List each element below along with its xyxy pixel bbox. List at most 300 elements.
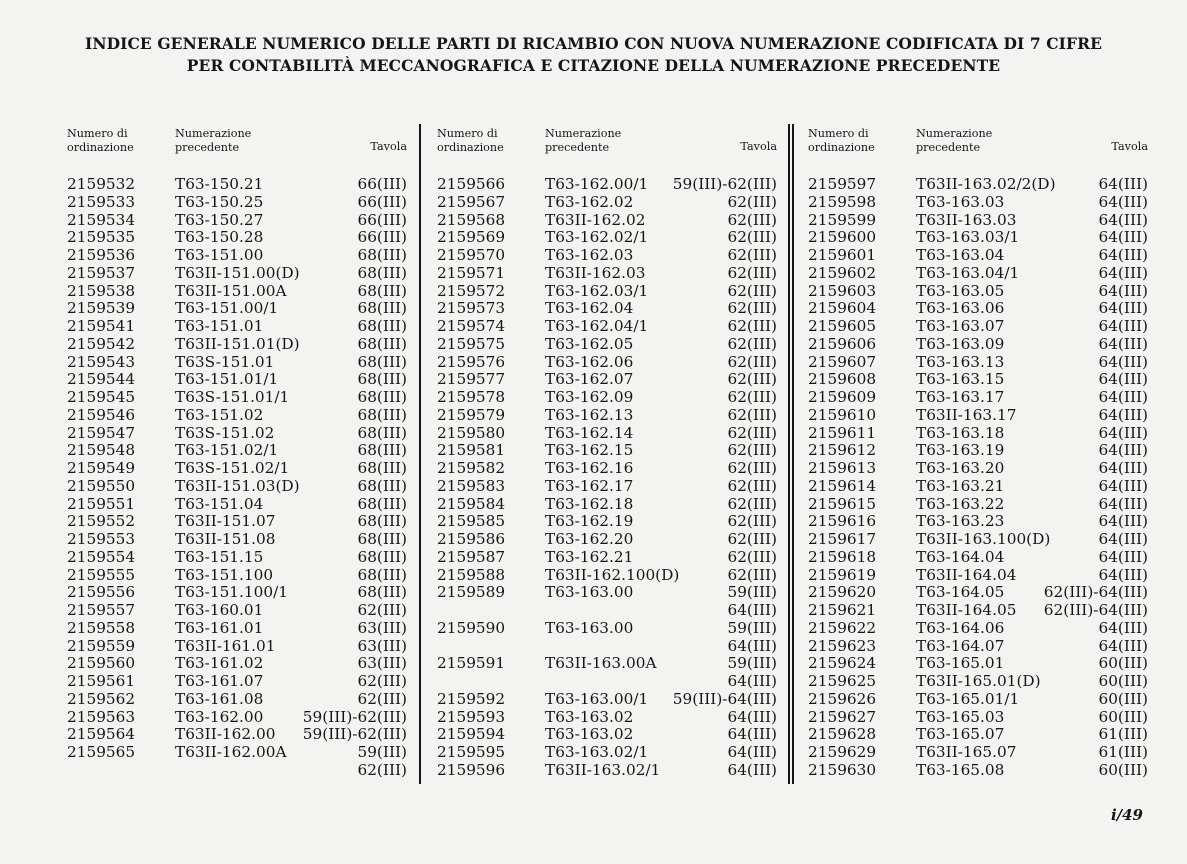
plate-reference: 62(III) — [727, 565, 777, 584]
table-row — [808, 513, 1148, 531]
table-row — [808, 531, 1148, 549]
plate-reference: 60(III) — [1098, 672, 1148, 690]
plate-reference: 62(III) — [727, 441, 777, 460]
plate-reference: 60(III) — [1098, 689, 1148, 708]
plate-reference: 59(III)-64(III) — [672, 689, 777, 708]
previous-number: T63-165.03 — [916, 707, 1005, 726]
table-row — [437, 655, 777, 673]
order-number: 2159605 — [808, 317, 877, 335]
order-number: 2159576 — [437, 352, 506, 371]
table-row — [437, 300, 777, 318]
previous-number: T63-162.02/1 — [545, 228, 649, 247]
order-number: 2159554 — [67, 547, 136, 566]
previous-number: T63-163.03 — [916, 192, 1005, 211]
column-header — [437, 124, 777, 170]
plate-reference: 63(III) — [357, 654, 407, 673]
plate-reference: 60(III) — [1098, 707, 1148, 726]
previous-number: T63II-162.03 — [545, 263, 646, 282]
table-row — [437, 691, 777, 709]
order-number: 2159550 — [67, 476, 136, 495]
order-number: 2159618 — [808, 547, 877, 566]
previous-number: T63-163.04/1 — [916, 263, 1020, 282]
plate-reference: 68(III) — [357, 334, 407, 353]
plate-reference: 62(III) — [727, 299, 777, 318]
table-row — [808, 744, 1148, 762]
plate-reference: 64(III) — [1098, 405, 1148, 424]
plate-reference: 59(III) — [357, 743, 407, 761]
order-number: 2159564 — [67, 725, 136, 744]
header-numerazione-precedente — [175, 127, 251, 154]
plate-reference: 68(III) — [357, 388, 407, 406]
plate-reference: 64(III) — [727, 636, 777, 655]
order-number: 2159568 — [437, 210, 506, 229]
plate-reference: 62(III)-64(III) — [1043, 583, 1148, 602]
previous-number: T63-151.02/1 — [175, 441, 279, 460]
table-row — [67, 513, 407, 531]
plate-reference: 62(III) — [357, 760, 407, 779]
order-number: 2159578 — [437, 388, 506, 406]
previous-number: T63-164.04 — [916, 547, 1005, 566]
table-row — [67, 407, 407, 425]
order-number: 2159566 — [437, 175, 506, 193]
header-text: Numerazione — [545, 127, 622, 140]
plate-reference: 68(III) — [357, 405, 407, 424]
plate-reference: 59(III)-62(III) — [302, 707, 407, 726]
previous-number: T63-162.02 — [545, 192, 634, 211]
previous-number: T63-150.25 — [175, 192, 264, 211]
previous-number: T63II-164.04 — [916, 565, 1017, 584]
table-row — [808, 407, 1148, 425]
plate-reference: 64(III) — [727, 760, 777, 779]
plate-reference: 68(III) — [357, 476, 407, 495]
plate-reference: 64(III) — [1098, 618, 1148, 637]
order-number: 2159570 — [437, 246, 506, 264]
order-number: 2159593 — [437, 707, 506, 726]
table-row — [808, 478, 1148, 496]
table-row — [67, 336, 407, 354]
table-row — [437, 602, 777, 620]
table-row — [808, 549, 1148, 567]
table-row — [808, 460, 1148, 478]
previous-number: T63-162.17 — [545, 476, 634, 495]
plate-reference: 59(III)-62(III) — [672, 175, 777, 193]
table-row — [437, 762, 777, 780]
index-column-2 — [437, 124, 777, 779]
plate-reference: 59(III) — [727, 618, 777, 637]
table-row — [67, 460, 407, 478]
header-text: ordinazione — [808, 140, 875, 154]
table-row — [67, 709, 407, 727]
plate-reference: 68(III) — [357, 263, 407, 282]
previous-number: T63-151.01/1 — [175, 370, 279, 389]
header-tavola: Tavola — [740, 140, 777, 153]
previous-number: T63II-163.02/1 — [545, 760, 661, 779]
header-text: Numero di — [808, 127, 869, 140]
plate-reference: 64(III) — [1098, 423, 1148, 442]
order-number: 2159596 — [437, 760, 506, 779]
table-row — [67, 212, 407, 230]
previous-number: T63-151.02 — [175, 405, 264, 424]
previous-number: T63-151.100/1 — [175, 583, 288, 602]
order-number: 2159607 — [808, 352, 877, 371]
order-number: 2159589 — [437, 583, 506, 602]
order-number: 2159559 — [67, 636, 136, 655]
table-row — [808, 354, 1148, 372]
previous-number: T63II-162.02 — [545, 210, 646, 229]
plate-reference: 64(III) — [1098, 636, 1148, 655]
table-row — [67, 389, 407, 407]
order-number: 2159575 — [437, 334, 506, 353]
plate-reference: 64(III) — [1098, 175, 1148, 193]
previous-number: T63-161.08 — [175, 689, 264, 708]
order-number: 2159569 — [437, 228, 506, 247]
plate-reference: 68(III) — [357, 352, 407, 371]
plate-reference: 62(III) — [727, 246, 777, 264]
table-row — [67, 567, 407, 585]
previous-number: T63-162.09 — [545, 388, 634, 406]
plate-reference: 64(III) — [727, 725, 777, 744]
plate-reference: 62(III) — [727, 352, 777, 371]
order-number: 2159621 — [808, 601, 877, 619]
table-row — [67, 265, 407, 283]
order-number: 2159535 — [67, 228, 136, 247]
previous-number: T63-162.18 — [545, 494, 634, 513]
table-row — [67, 371, 407, 389]
plate-reference: 62(III) — [727, 334, 777, 353]
plate-reference: 64(III) — [1098, 281, 1148, 300]
plate-reference: 62(III) — [727, 388, 777, 406]
header-text: Numero di — [67, 127, 128, 140]
order-number: 2159553 — [67, 530, 136, 548]
plate-reference: 60(III) — [1098, 760, 1148, 779]
plate-reference: 62(III) — [727, 370, 777, 389]
column-header — [67, 124, 407, 170]
table-row — [67, 478, 407, 496]
previous-number: T63II-163.17 — [916, 405, 1017, 424]
plate-reference: 68(III) — [357, 459, 407, 477]
order-number: 2159577 — [437, 370, 506, 389]
plate-reference: 64(III) — [1098, 210, 1148, 229]
plate-reference: 63(III) — [357, 618, 407, 637]
table-row — [437, 726, 777, 744]
order-number: 2159619 — [808, 565, 877, 584]
plate-reference: 64(III) — [1098, 476, 1148, 495]
plate-reference: 64(III) — [1098, 246, 1148, 264]
table-row — [437, 496, 777, 514]
header-text: ordinazione — [67, 140, 134, 154]
order-number: 2159613 — [808, 459, 877, 477]
plate-reference: 64(III) — [1098, 228, 1148, 247]
plate-reference: 68(III) — [357, 281, 407, 300]
plate-reference: 64(III) — [1098, 494, 1148, 513]
order-number: 2159625 — [808, 672, 877, 690]
order-number: 2159626 — [808, 689, 877, 708]
header-numerazione-precedente — [916, 127, 992, 154]
previous-number: T63II-151.03(D) — [175, 476, 300, 495]
plate-reference: 62(III)-64(III) — [1043, 601, 1148, 619]
plate-reference: 68(III) — [357, 441, 407, 460]
order-number: 2159541 — [67, 317, 136, 335]
order-number: 2159600 — [808, 228, 877, 247]
previous-number: T63S-151.02/1 — [175, 459, 290, 477]
previous-number: T63-163.02 — [545, 707, 634, 726]
previous-number: T63-162.06 — [545, 352, 634, 371]
previous-number: T63-151.15 — [175, 547, 264, 566]
plate-reference: 68(III) — [357, 583, 407, 602]
table-row — [67, 602, 407, 620]
previous-number: T63-165.01/1 — [916, 689, 1020, 708]
plate-reference: 64(III) — [1098, 352, 1148, 371]
plate-reference: 66(III) — [357, 175, 407, 193]
table-row — [437, 478, 777, 496]
previous-number: T63-162.03/1 — [545, 281, 649, 300]
index-rows — [437, 176, 777, 780]
table-row — [808, 247, 1148, 265]
order-number: 2159599 — [808, 210, 877, 229]
table-row — [67, 655, 407, 673]
order-number: 2159610 — [808, 405, 877, 424]
previous-number: T63-163.17 — [916, 388, 1005, 406]
order-number: 2159595 — [437, 743, 506, 761]
previous-number: T63-160.01 — [175, 601, 264, 619]
order-number: 2159581 — [437, 441, 506, 460]
plate-reference: 68(III) — [357, 530, 407, 548]
header-tavola: Tavola — [1111, 140, 1148, 153]
plate-reference: 62(III) — [357, 689, 407, 708]
previous-number: T63-162.20 — [545, 530, 634, 548]
table-row — [67, 638, 407, 656]
plate-reference: 64(III) — [1098, 299, 1148, 318]
previous-number: T63-165.08 — [916, 760, 1005, 779]
table-row — [808, 584, 1148, 602]
table-row — [67, 673, 407, 691]
plate-reference: 68(III) — [357, 494, 407, 513]
previous-number: T63-163.21 — [916, 476, 1005, 495]
order-number: 2159611 — [808, 423, 877, 442]
plate-reference: 64(III) — [1098, 459, 1148, 477]
order-number: 2159609 — [808, 388, 877, 406]
page-number: i/49 — [1110, 806, 1143, 824]
previous-number: T63-163.00/1 — [545, 689, 649, 708]
table-row — [437, 673, 777, 691]
title-line-1: INDICE GENERALE NUMERICO DELLE PARTI DI RICAMBIO CON NUOVA NUMERAZIONE CODIFICATA DI 7 CIFRE — [84, 34, 1103, 53]
column-divider-double-left — [788, 124, 790, 784]
previous-number: T63II-162.00A — [175, 743, 287, 761]
plate-reference: 64(III) — [1098, 441, 1148, 460]
order-number: 2159543 — [67, 352, 136, 371]
table-row — [808, 709, 1148, 727]
plate-reference: 66(III) — [357, 228, 407, 247]
plate-reference: 64(III) — [1098, 192, 1148, 211]
previous-number: T63II-151.08 — [175, 530, 276, 548]
previous-number: T63-162.05 — [545, 334, 634, 353]
order-number: 2159534 — [67, 210, 136, 229]
previous-number: T63-162.03 — [545, 246, 634, 264]
order-number: 2159622 — [808, 618, 877, 637]
header-numero-ordinazione — [437, 127, 504, 154]
order-number: 2159586 — [437, 530, 506, 548]
order-number: 2159532 — [67, 175, 136, 193]
order-number: 2159585 — [437, 512, 506, 531]
column-header — [808, 124, 1148, 170]
previous-number: T63-163.00 — [545, 583, 634, 602]
order-number: 2159616 — [808, 512, 877, 531]
table-row — [808, 229, 1148, 247]
previous-number: T63-163.02/1 — [545, 743, 649, 761]
header-text: precedente — [175, 140, 240, 154]
table-row — [437, 336, 777, 354]
previous-number: T63-162.04 — [545, 299, 634, 318]
plate-reference: 62(III) — [727, 530, 777, 548]
order-number: 2159571 — [437, 263, 506, 282]
previous-number: T63-162.19 — [545, 512, 634, 531]
plate-reference: 62(III) — [727, 459, 777, 477]
table-row — [67, 229, 407, 247]
header-numero-ordinazione — [808, 127, 875, 154]
order-number: 2159560 — [67, 654, 136, 673]
plate-reference: 68(III) — [357, 423, 407, 442]
plate-reference: 68(III) — [357, 317, 407, 335]
plate-reference: 68(III) — [357, 547, 407, 566]
plate-reference: 62(III) — [727, 210, 777, 229]
table-row — [67, 744, 407, 762]
previous-number: T63-150.28 — [175, 228, 264, 247]
plate-reference: 62(III) — [727, 228, 777, 247]
plate-reference: 64(III) — [727, 672, 777, 690]
order-number: 2159584 — [437, 494, 506, 513]
order-number: 2159547 — [67, 423, 136, 442]
plate-reference: 61(III) — [1098, 743, 1148, 761]
order-number: 2159583 — [437, 476, 506, 495]
table-row — [67, 691, 407, 709]
table-row — [67, 762, 407, 780]
order-number: 2159627 — [808, 707, 877, 726]
header-tavola: Tavola — [370, 140, 407, 153]
plate-reference: 64(III) — [1098, 512, 1148, 531]
order-number: 2159603 — [808, 281, 877, 300]
table-row — [808, 318, 1148, 336]
previous-number: T63-164.07 — [916, 636, 1005, 655]
previous-number: T63II-163.02/2(D) — [916, 175, 1056, 193]
table-row — [437, 549, 777, 567]
plate-reference: 64(III) — [1098, 370, 1148, 389]
previous-number: T63-162.13 — [545, 405, 634, 424]
previous-number: T63-163.18 — [916, 423, 1005, 442]
previous-number: T63-162.00/1 — [545, 175, 649, 193]
header-text: Numero di — [437, 127, 498, 140]
order-number: 2159590 — [437, 618, 506, 637]
header-numero-ordinazione — [67, 127, 134, 154]
table-row — [437, 460, 777, 478]
order-number: 2159617 — [808, 530, 877, 548]
table-row — [67, 283, 407, 301]
column-divider-double-right — [792, 124, 794, 784]
table-row — [67, 496, 407, 514]
previous-number: T63-162.16 — [545, 459, 634, 477]
table-row — [67, 247, 407, 265]
table-row — [437, 407, 777, 425]
order-number: 2159579 — [437, 405, 506, 424]
table-row — [437, 194, 777, 212]
previous-number: T63II-151.00A — [175, 281, 287, 300]
order-number: 2159538 — [67, 281, 136, 300]
plate-reference: 64(III) — [1098, 317, 1148, 335]
previous-number: T63-165.07 — [916, 725, 1005, 744]
plate-reference: 60(III) — [1098, 654, 1148, 673]
previous-number: T63II-151.07 — [175, 512, 276, 531]
order-number: 2159594 — [437, 725, 506, 744]
table-row — [808, 283, 1148, 301]
table-row — [437, 531, 777, 549]
order-number: 2159552 — [67, 512, 136, 531]
plate-reference: 64(III) — [727, 707, 777, 726]
table-row — [437, 354, 777, 372]
order-number: 2159615 — [808, 494, 877, 513]
table-row — [437, 638, 777, 656]
order-number: 2159580 — [437, 423, 506, 442]
table-row — [437, 176, 777, 194]
order-number: 2159572 — [437, 281, 506, 300]
order-number: 2159608 — [808, 370, 877, 389]
title-line-2: PER CONTABILITÀ MECCANOGRAFICA E CITAZIONE DELLA NUMERAZIONE PRECEDENTE — [186, 56, 1001, 75]
table-row — [437, 229, 777, 247]
header-text: precedente — [545, 140, 610, 154]
previous-number: T63S-151.01 — [175, 352, 275, 371]
previous-number: T63-162.15 — [545, 441, 634, 460]
previous-number: T63II-163.00A — [545, 654, 657, 673]
table-row — [67, 584, 407, 602]
page-title — [0, 33, 1187, 77]
plate-reference: 62(III) — [727, 547, 777, 566]
table-row — [437, 389, 777, 407]
table-row — [808, 265, 1148, 283]
previous-number: T63-163.06 — [916, 299, 1005, 318]
plate-reference: 64(III) — [1098, 565, 1148, 584]
order-number: 2159592 — [437, 689, 506, 708]
order-number: 2159558 — [67, 618, 136, 637]
plate-reference: 62(III) — [727, 512, 777, 531]
plate-reference: 68(III) — [357, 246, 407, 264]
order-number: 2159544 — [67, 370, 136, 389]
plate-reference: 64(III) — [1098, 547, 1148, 566]
index-column-1 — [67, 124, 407, 779]
order-number: 2159533 — [67, 192, 136, 211]
table-row — [808, 762, 1148, 780]
previous-number: T63-151.100 — [175, 565, 274, 584]
table-row — [808, 389, 1148, 407]
table-row — [67, 442, 407, 460]
order-number: 2159587 — [437, 547, 506, 566]
previous-number: T63-163.13 — [916, 352, 1005, 371]
table-row — [808, 176, 1148, 194]
order-number: 2159557 — [67, 601, 136, 619]
previous-number: T63-162.14 — [545, 423, 634, 442]
table-row — [808, 655, 1148, 673]
previous-number: T63-151.01 — [175, 317, 264, 335]
plate-reference: 62(III) — [727, 476, 777, 495]
order-number: 2159567 — [437, 192, 506, 211]
plate-reference: 62(III) — [727, 317, 777, 335]
previous-number: T63II-164.05 — [916, 601, 1017, 619]
order-number: 2159573 — [437, 299, 506, 318]
order-number: 2159545 — [67, 388, 136, 406]
plate-reference: 68(III) — [357, 512, 407, 531]
order-number: 2159539 — [67, 299, 136, 318]
plate-reference: 62(III) — [727, 281, 777, 300]
previous-number: T63II-162.100(D) — [545, 565, 680, 584]
table-row — [437, 620, 777, 638]
previous-number: T63-163.07 — [916, 317, 1005, 335]
